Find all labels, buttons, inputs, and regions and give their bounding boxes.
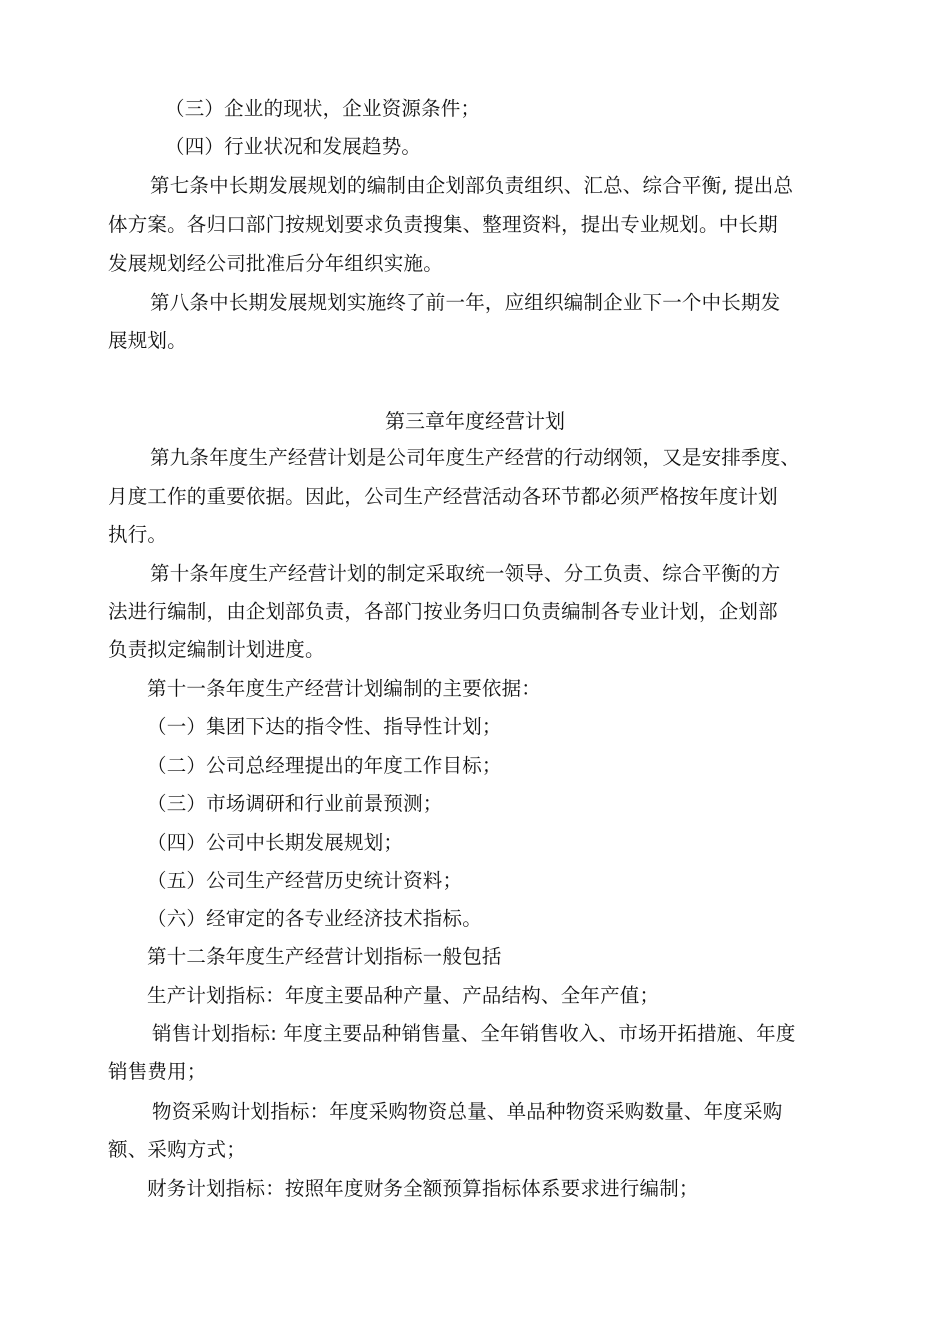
paragraph-line: 财务计划指标：按照年度财务全额预算指标体系要求进行编制； bbox=[147, 1177, 699, 1200]
paragraph-line: 额、采购方式； bbox=[108, 1138, 246, 1161]
list-item: （一）集团下达的指令性、指导性计划； bbox=[147, 715, 502, 738]
paragraph-line: 法进行编制，由企划部负责，各部门按业务归口负责编制各专业计划，企划部 bbox=[108, 600, 778, 623]
list-item: （三）企业的现状，企业资源条件； bbox=[165, 97, 481, 120]
list-item: （三）市场调研和行业前景预测； bbox=[147, 792, 443, 815]
paragraph-line: 展规划。 bbox=[108, 329, 187, 352]
list-item: （五）公司生产经营历史统计资料； bbox=[147, 869, 463, 892]
paragraph-line: 月度工作的重要依据。因此，公司生产经营活动各环节都必须严格按年度计划 bbox=[108, 485, 778, 508]
paragraph-line: 负责拟定编制计划进度。 bbox=[108, 638, 325, 661]
list-item: （四）行业状况和发展趋势。 bbox=[165, 135, 422, 158]
paragraph-line: 生产计划指标：年度主要品种产量、产品结构、全年产值； bbox=[147, 984, 660, 1007]
list-item: （四）公司中长期发展规划； bbox=[147, 831, 404, 854]
list-item: （二）公司总经理提出的年度工作目标； bbox=[147, 754, 502, 777]
paragraph-line: 第八条中长期发展规划实施终了前一年，应组织编制企业下一个中长期发 bbox=[150, 291, 781, 314]
paragraph-line: 执行。 bbox=[108, 523, 168, 546]
list-item: （六）经审定的各专业经济技术指标。 bbox=[147, 907, 482, 930]
paragraph-line: 第九条年度生产经营计划是公司年度生产经营的行动纲领，又是安排季度、 bbox=[150, 446, 801, 469]
paragraph-line: 第七条中长期发展规划的编制由企划部负责组织、汇总、综合平衡, 提出总 bbox=[150, 174, 794, 197]
paragraph-line: 体方案。各归口部门按规划要求负责搜集、整理资料，提出专业规划。中长期 bbox=[108, 213, 778, 236]
paragraph-line: 第十二条年度生产经营计划指标一般包括 bbox=[147, 945, 502, 968]
paragraph-line: 销售计划指标: 年度主要品种销售量、全年销售收入、市场开拓措施、年度 bbox=[152, 1022, 796, 1045]
paragraph-line: 销售费用； bbox=[108, 1060, 207, 1083]
paragraph-line: 第十条年度生产经营计划的制定采取统一领导、分工负责、综合平衡的方 bbox=[150, 562, 781, 585]
paragraph-line: 第十一条年度生产经营计划编制的主要依据： bbox=[147, 677, 542, 700]
paragraph-line: 发展规划经公司批准后分年组织实施。 bbox=[108, 252, 443, 275]
chapter-heading: 第三章年度经营计划 bbox=[385, 409, 565, 433]
paragraph-line: 物资采购计划指标：年度采购物资总量、单品种物资采购数量、年度采购 bbox=[152, 1100, 783, 1123]
